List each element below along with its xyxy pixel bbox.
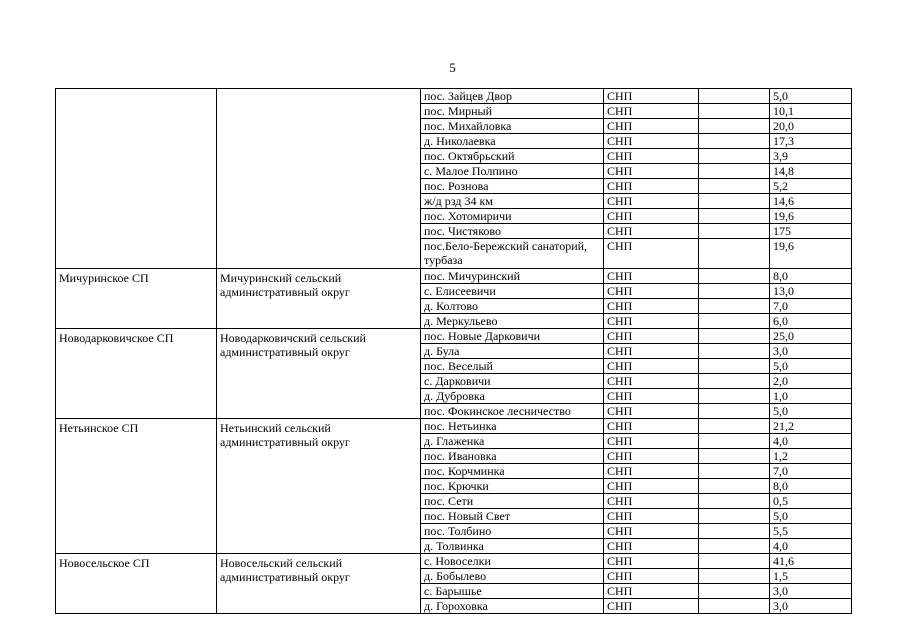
empty-cell — [699, 269, 770, 284]
settlement-name-cell: пос. Веселый — [421, 359, 604, 374]
value-cell: 4,0 — [770, 539, 852, 554]
value-cell: 17,3 — [770, 134, 852, 149]
settlement-type-cell: СНП — [604, 539, 699, 554]
value-cell: 3,0 — [770, 344, 852, 359]
empty-cell — [699, 104, 770, 119]
settlement-name-cell: пос. Нетьинка — [421, 419, 604, 434]
settlement-name-cell: с. Малое Полпино — [421, 164, 604, 179]
settlements-table — [55, 88, 852, 614]
settlement-name-cell: пос.Бело-Бережский санаторий, турбаза — [421, 239, 604, 269]
settlement-type-cell: СНП — [604, 89, 699, 104]
empty-cell — [699, 179, 770, 194]
settlement-type-cell: СНП — [604, 269, 699, 284]
settlement-type-cell: СНП — [604, 149, 699, 164]
empty-cell — [699, 539, 770, 554]
settlement-type-cell: СНП — [604, 344, 699, 359]
settlement-name-cell: с. Новоселки — [421, 554, 604, 569]
settlement-type-cell: СНП — [604, 299, 699, 314]
empty-cell — [699, 224, 770, 239]
settlement-type-cell: СНП — [604, 284, 699, 299]
settlement-type-cell: СНП — [604, 209, 699, 224]
empty-cell — [699, 584, 770, 599]
settlement-type-cell: СНП — [604, 479, 699, 494]
settlement-name-cell: пос. Мичуринский — [421, 269, 604, 284]
settlement-type-cell: СНП — [604, 584, 699, 599]
empty-cell — [699, 494, 770, 509]
empty-cell — [699, 194, 770, 209]
table-row — [56, 269, 852, 284]
empty-cell — [699, 359, 770, 374]
settlement-name-cell: пос. Хотомиричи — [421, 209, 604, 224]
value-cell: 14,6 — [770, 194, 852, 209]
settlement-council-cell: Нетьинское СП — [56, 419, 217, 554]
empty-cell — [699, 284, 770, 299]
administrative-district-cell: Нетьинский сельский административный округ — [217, 419, 421, 554]
empty-cell — [699, 434, 770, 449]
settlement-name-cell: пос. Толбино — [421, 524, 604, 539]
value-cell: 175 — [770, 224, 852, 239]
value-cell: 19,6 — [770, 209, 852, 224]
settlement-type-cell: СНП — [604, 359, 699, 374]
settlement-name-cell: пос. Рознова — [421, 179, 604, 194]
settlement-name-cell: пос. Новые Дарковичи — [421, 329, 604, 344]
table-row — [56, 89, 852, 104]
value-cell: 1,2 — [770, 449, 852, 464]
settlement-name-cell: д. Була — [421, 344, 604, 359]
table-body — [56, 89, 852, 614]
settlement-council-cell: Мичуринское СП — [56, 269, 217, 329]
settlement-council-cell: Новосельское СП — [56, 554, 217, 614]
settlement-type-cell: СНП — [604, 389, 699, 404]
settlement-type-cell: СНП — [604, 464, 699, 479]
value-cell: 3,0 — [770, 584, 852, 599]
value-cell: 8,0 — [770, 479, 852, 494]
value-cell: 41,6 — [770, 554, 852, 569]
administrative-district-cell: Новодарковичский сельский административный округ — [217, 329, 421, 419]
settlement-name-cell: пос. Чистяково — [421, 224, 604, 239]
value-cell: 3,9 — [770, 149, 852, 164]
settlement-type-cell: СНП — [604, 104, 699, 119]
empty-cell — [699, 209, 770, 224]
value-cell: 21,2 — [770, 419, 852, 434]
value-cell: 10,1 — [770, 104, 852, 119]
settlement-type-cell: СНП — [604, 449, 699, 464]
settlement-name-cell: пос. Сети — [421, 494, 604, 509]
empty-cell — [699, 524, 770, 539]
settlement-type-cell: СНП — [604, 374, 699, 389]
administrative-district-cell: Новосельский сельский административный округ — [217, 554, 421, 614]
settlement-name-cell: пос. Крючки — [421, 479, 604, 494]
settlement-council-cell — [56, 89, 217, 269]
settlement-name-cell: д. Гороховка — [421, 599, 604, 614]
value-cell: 5,0 — [770, 404, 852, 419]
settlement-type-cell: СНП — [604, 404, 699, 419]
value-cell: 19,6 — [770, 239, 852, 269]
value-cell: 8,0 — [770, 269, 852, 284]
value-cell: 7,0 — [770, 464, 852, 479]
settlement-type-cell: СНП — [604, 164, 699, 179]
settlement-name-cell: д. Николаевка — [421, 134, 604, 149]
settlement-name-cell: д. Толвинка — [421, 539, 604, 554]
empty-cell — [699, 314, 770, 329]
value-cell: 14,8 — [770, 164, 852, 179]
empty-cell — [699, 134, 770, 149]
empty-cell — [699, 509, 770, 524]
settlement-name-cell: д. Глаженка — [421, 434, 604, 449]
page-number: 5 — [449, 60, 456, 75]
value-cell: 1,0 — [770, 389, 852, 404]
empty-cell — [699, 419, 770, 434]
empty-cell — [699, 149, 770, 164]
settlement-type-cell: СНП — [604, 179, 699, 194]
value-cell: 13,0 — [770, 284, 852, 299]
administrative-district-cell — [217, 89, 421, 269]
empty-cell — [699, 89, 770, 104]
settlement-name-cell: пос. Мирный — [421, 104, 604, 119]
value-cell: 4,0 — [770, 434, 852, 449]
settlement-type-cell: СНП — [604, 569, 699, 584]
settlement-name-cell: д. Дубровка — [421, 389, 604, 404]
table-row — [56, 419, 852, 434]
settlement-type-cell: СНП — [604, 194, 699, 209]
value-cell: 0,5 — [770, 494, 852, 509]
value-cell: 5,0 — [770, 89, 852, 104]
settlement-name-cell: ж/д рзд 34 км — [421, 194, 604, 209]
empty-cell — [699, 374, 770, 389]
settlement-type-cell: СНП — [604, 314, 699, 329]
empty-cell — [699, 239, 770, 269]
settlement-name-cell: пос. Фокинское лесничество — [421, 404, 604, 419]
value-cell: 6,0 — [770, 314, 852, 329]
value-cell: 5,0 — [770, 359, 852, 374]
empty-cell — [699, 599, 770, 614]
settlement-name-cell: пос. Новый Свет — [421, 509, 604, 524]
empty-cell — [699, 554, 770, 569]
value-cell: 20,0 — [770, 119, 852, 134]
empty-cell — [699, 389, 770, 404]
value-cell: 5,5 — [770, 524, 852, 539]
administrative-district-cell: Мичуринский сельский административный округ — [217, 269, 421, 329]
value-cell: 3,0 — [770, 599, 852, 614]
value-cell: 2,0 — [770, 374, 852, 389]
empty-cell — [699, 119, 770, 134]
settlement-type-cell: СНП — [604, 419, 699, 434]
settlement-type-cell: СНП — [604, 524, 699, 539]
table-row — [56, 329, 852, 344]
empty-cell — [699, 479, 770, 494]
settlement-type-cell: СНП — [604, 224, 699, 239]
settlement-type-cell: СНП — [604, 119, 699, 134]
settlement-name-cell: с. Барышье — [421, 584, 604, 599]
settlement-type-cell: СНП — [604, 134, 699, 149]
settlement-name-cell: д. Меркульево — [421, 314, 604, 329]
settlement-name-cell: с. Дарковичи — [421, 374, 604, 389]
value-cell: 1,5 — [770, 569, 852, 584]
value-cell: 5,0 — [770, 509, 852, 524]
settlement-name-cell: д. Бобылево — [421, 569, 604, 584]
empty-cell — [699, 404, 770, 419]
settlement-council-cell: Новодарковичское СП — [56, 329, 217, 419]
empty-cell — [699, 299, 770, 314]
table-row — [56, 554, 852, 569]
settlement-type-cell: СНП — [604, 329, 699, 344]
settlement-name-cell: пос. Ивановка — [421, 449, 604, 464]
value-cell: 25,0 — [770, 329, 852, 344]
empty-cell — [699, 329, 770, 344]
empty-cell — [699, 344, 770, 359]
empty-cell — [699, 464, 770, 479]
empty-cell — [699, 449, 770, 464]
empty-cell — [699, 164, 770, 179]
settlement-name-cell: пос. Октябрьский — [421, 149, 604, 164]
settlement-name-cell: д. Колтово — [421, 299, 604, 314]
settlement-name-cell: с. Елисеевичи — [421, 284, 604, 299]
settlement-type-cell: СНП — [604, 599, 699, 614]
settlement-type-cell: СНП — [604, 434, 699, 449]
settlement-type-cell: СНП — [604, 239, 699, 269]
settlement-type-cell: СНП — [604, 494, 699, 509]
settlement-type-cell: СНП — [604, 509, 699, 524]
settlement-name-cell: пос. Корчминка — [421, 464, 604, 479]
value-cell: 7,0 — [770, 299, 852, 314]
value-cell: 5,2 — [770, 179, 852, 194]
empty-cell — [699, 569, 770, 584]
settlement-name-cell: пос. Зайцев Двор — [421, 89, 604, 104]
settlement-type-cell: СНП — [604, 554, 699, 569]
settlement-name-cell: пос. Михайловка — [421, 119, 604, 134]
